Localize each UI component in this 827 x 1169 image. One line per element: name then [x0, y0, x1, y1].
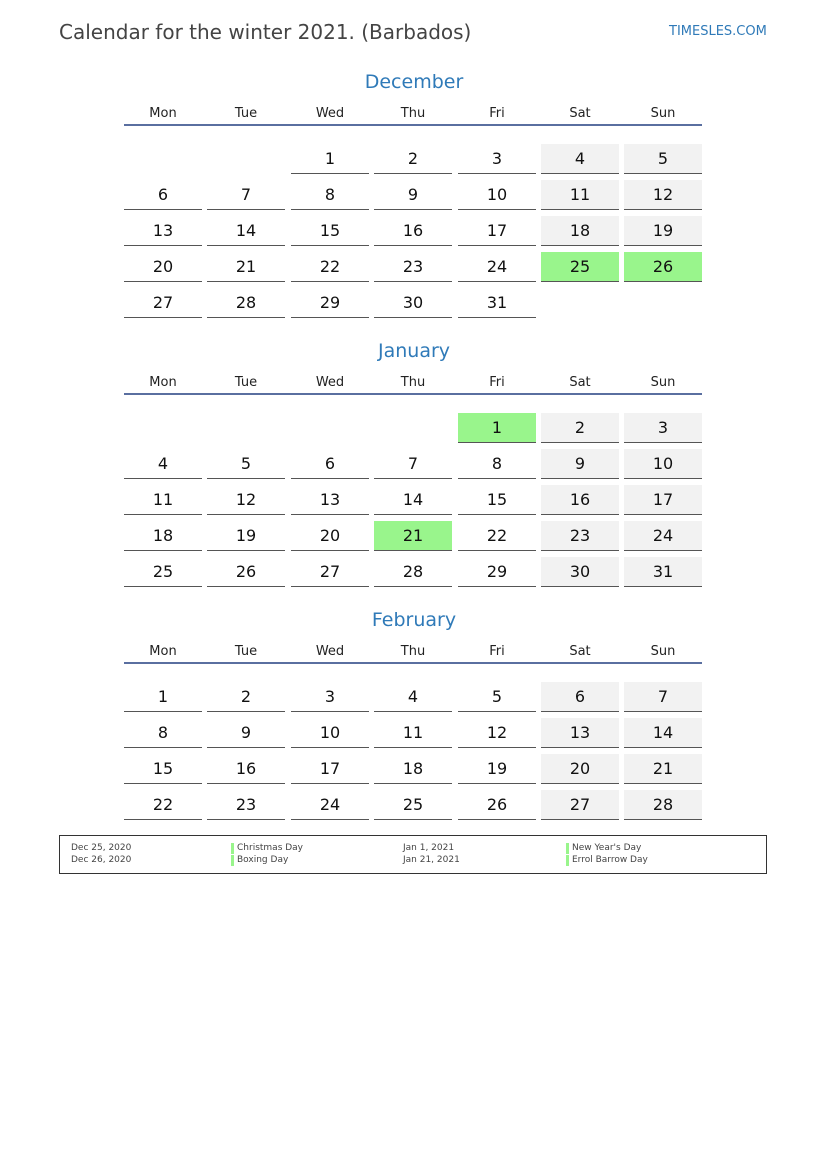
day-cell: 8 — [124, 718, 202, 748]
day-cell: 18 — [124, 521, 202, 551]
holiday-day-cell: 25 — [541, 252, 619, 282]
day-cell: 23 — [374, 252, 452, 282]
holiday-legend — [59, 835, 767, 874]
day-cell: 14 — [624, 718, 702, 748]
day-cell: 5 — [207, 449, 285, 479]
holiday-marker — [231, 855, 234, 866]
month-january — [124, 339, 704, 599]
day-cell: 7 — [374, 449, 452, 479]
day-cell: 17 — [291, 754, 369, 784]
weekday-header: Thu — [400, 375, 426, 390]
day-cell: 27 — [541, 790, 619, 820]
legend-holiday-label: New Year's Day — [572, 843, 642, 853]
holiday-marker — [231, 843, 234, 854]
day-cell: 9 — [207, 718, 285, 748]
day-cell: 13 — [291, 485, 369, 515]
day-cell: 2 — [541, 413, 619, 443]
day-cell: 29 — [291, 288, 369, 318]
day-cell: 8 — [291, 180, 369, 210]
day-cell: 11 — [374, 718, 452, 748]
legend-holiday-name — [566, 843, 641, 854]
day-cell: 15 — [458, 485, 536, 515]
day-cell: 1 — [124, 682, 202, 712]
day-cell: 18 — [541, 216, 619, 246]
month-december — [124, 70, 704, 330]
day-cell: 17 — [624, 485, 702, 515]
weekday-header: Sat — [569, 644, 591, 659]
day-cell: 18 — [374, 754, 452, 784]
day-cell: 3 — [291, 682, 369, 712]
brand-link[interactable]: TIMESLES.COM — [669, 24, 767, 39]
day-cell: 19 — [207, 521, 285, 551]
day-cell: 12 — [624, 180, 702, 210]
day-cell: 28 — [207, 288, 285, 318]
day-cell: 20 — [291, 521, 369, 551]
day-cell: 23 — [207, 790, 285, 820]
month-february — [124, 608, 704, 868]
day-cell: 10 — [291, 718, 369, 748]
day-cell: 30 — [541, 557, 619, 587]
day-cell: 24 — [291, 790, 369, 820]
day-cell: 25 — [374, 790, 452, 820]
day-cell: 16 — [207, 754, 285, 784]
legend-date: Jan 1, 2021 — [403, 843, 455, 853]
day-cell: 8 — [458, 449, 536, 479]
weekday-header: Tue — [234, 375, 258, 390]
day-cell: 10 — [458, 180, 536, 210]
weekday-header: Tue — [234, 106, 258, 121]
day-cell: 5 — [624, 144, 702, 174]
day-cell: 26 — [207, 557, 285, 587]
day-cell: 4 — [124, 449, 202, 479]
day-cell: 28 — [624, 790, 702, 820]
day-cell: 21 — [624, 754, 702, 784]
weekday-header: Mon — [149, 375, 177, 390]
day-cell: 24 — [624, 521, 702, 551]
day-cell: 4 — [541, 144, 619, 174]
day-cell: 28 — [374, 557, 452, 587]
day-cell: 31 — [458, 288, 536, 318]
weekday-header: Sat — [569, 375, 591, 390]
day-cell: 23 — [541, 521, 619, 551]
weekday-header: Thu — [400, 644, 426, 659]
day-cell: 20 — [541, 754, 619, 784]
day-cell: 6 — [291, 449, 369, 479]
weekday-header: Mon — [149, 106, 177, 121]
legend-holiday-label: Boxing Day — [237, 855, 289, 865]
weekday-header: Sun — [650, 106, 676, 121]
month-title: December — [364, 71, 464, 93]
day-cell: 6 — [541, 682, 619, 712]
day-cell: 14 — [374, 485, 452, 515]
weekday-header: Wed — [315, 644, 345, 659]
weekday-header: Thu — [400, 106, 426, 121]
day-cell: 31 — [624, 557, 702, 587]
day-cell: 22 — [124, 790, 202, 820]
day-cell: 9 — [541, 449, 619, 479]
day-cell: 4 — [374, 682, 452, 712]
day-cell: 11 — [541, 180, 619, 210]
day-cell: 11 — [124, 485, 202, 515]
weekday-header: Wed — [315, 106, 345, 121]
month-title: February — [371, 609, 457, 631]
day-cell: 7 — [207, 180, 285, 210]
day-cell: 14 — [207, 216, 285, 246]
day-cell: 21 — [207, 252, 285, 282]
day-cell: 29 — [458, 557, 536, 587]
day-cell: 13 — [124, 216, 202, 246]
day-cell: 7 — [624, 682, 702, 712]
day-cell: 2 — [374, 144, 452, 174]
day-cell: 10 — [624, 449, 702, 479]
legend-date: Dec 26, 2020 — [71, 855, 132, 865]
day-cell: 16 — [374, 216, 452, 246]
header-rule — [124, 124, 702, 126]
day-cell: 15 — [291, 216, 369, 246]
day-cell: 27 — [291, 557, 369, 587]
day-cell: 9 — [374, 180, 452, 210]
day-cell: 3 — [624, 413, 702, 443]
holiday-marker — [566, 843, 569, 854]
legend-date: Jan 21, 2021 — [403, 855, 460, 865]
page-title: Calendar for the winter 2021. (Barbados) — [59, 20, 472, 44]
day-cell: 12 — [458, 718, 536, 748]
day-cell: 25 — [124, 557, 202, 587]
weekday-header: Fri — [489, 375, 505, 390]
day-cell: 6 — [124, 180, 202, 210]
day-cell: 30 — [374, 288, 452, 318]
day-cell: 13 — [541, 718, 619, 748]
day-cell: 1 — [291, 144, 369, 174]
legend-holiday-label: Christmas Day — [237, 843, 304, 853]
day-cell: 16 — [541, 485, 619, 515]
day-cell: 19 — [458, 754, 536, 784]
header-rule — [124, 393, 702, 395]
weekday-header: Mon — [149, 644, 177, 659]
weekday-header: Tue — [234, 644, 258, 659]
holiday-day-cell: 1 — [458, 413, 536, 443]
holiday-day-cell: 26 — [624, 252, 702, 282]
legend-date: Dec 25, 2020 — [71, 843, 132, 853]
weekday-header: Sun — [650, 375, 676, 390]
weekday-header: Wed — [315, 375, 345, 390]
legend-holiday-name — [231, 843, 303, 854]
header-rule — [124, 662, 702, 664]
legend-holiday-name — [231, 855, 288, 866]
holiday-day-cell: 21 — [374, 521, 452, 551]
day-cell: 5 — [458, 682, 536, 712]
month-title: January — [377, 340, 451, 362]
legend-holiday-name — [566, 855, 648, 866]
legend-holiday-label: Errol Barrow Day — [572, 855, 648, 865]
weekday-header: Fri — [489, 106, 505, 121]
day-cell: 24 — [458, 252, 536, 282]
day-cell: 26 — [458, 790, 536, 820]
day-cell: 3 — [458, 144, 536, 174]
weekday-header: Sun — [650, 644, 676, 659]
day-cell: 27 — [124, 288, 202, 318]
day-cell: 15 — [124, 754, 202, 784]
day-cell: 20 — [124, 252, 202, 282]
weekday-header: Fri — [489, 644, 505, 659]
day-cell: 2 — [207, 682, 285, 712]
day-cell: 19 — [624, 216, 702, 246]
day-cell: 22 — [291, 252, 369, 282]
day-cell: 22 — [458, 521, 536, 551]
weekday-header: Sat — [569, 106, 591, 121]
holiday-marker — [566, 855, 569, 866]
day-cell: 12 — [207, 485, 285, 515]
day-cell: 17 — [458, 216, 536, 246]
